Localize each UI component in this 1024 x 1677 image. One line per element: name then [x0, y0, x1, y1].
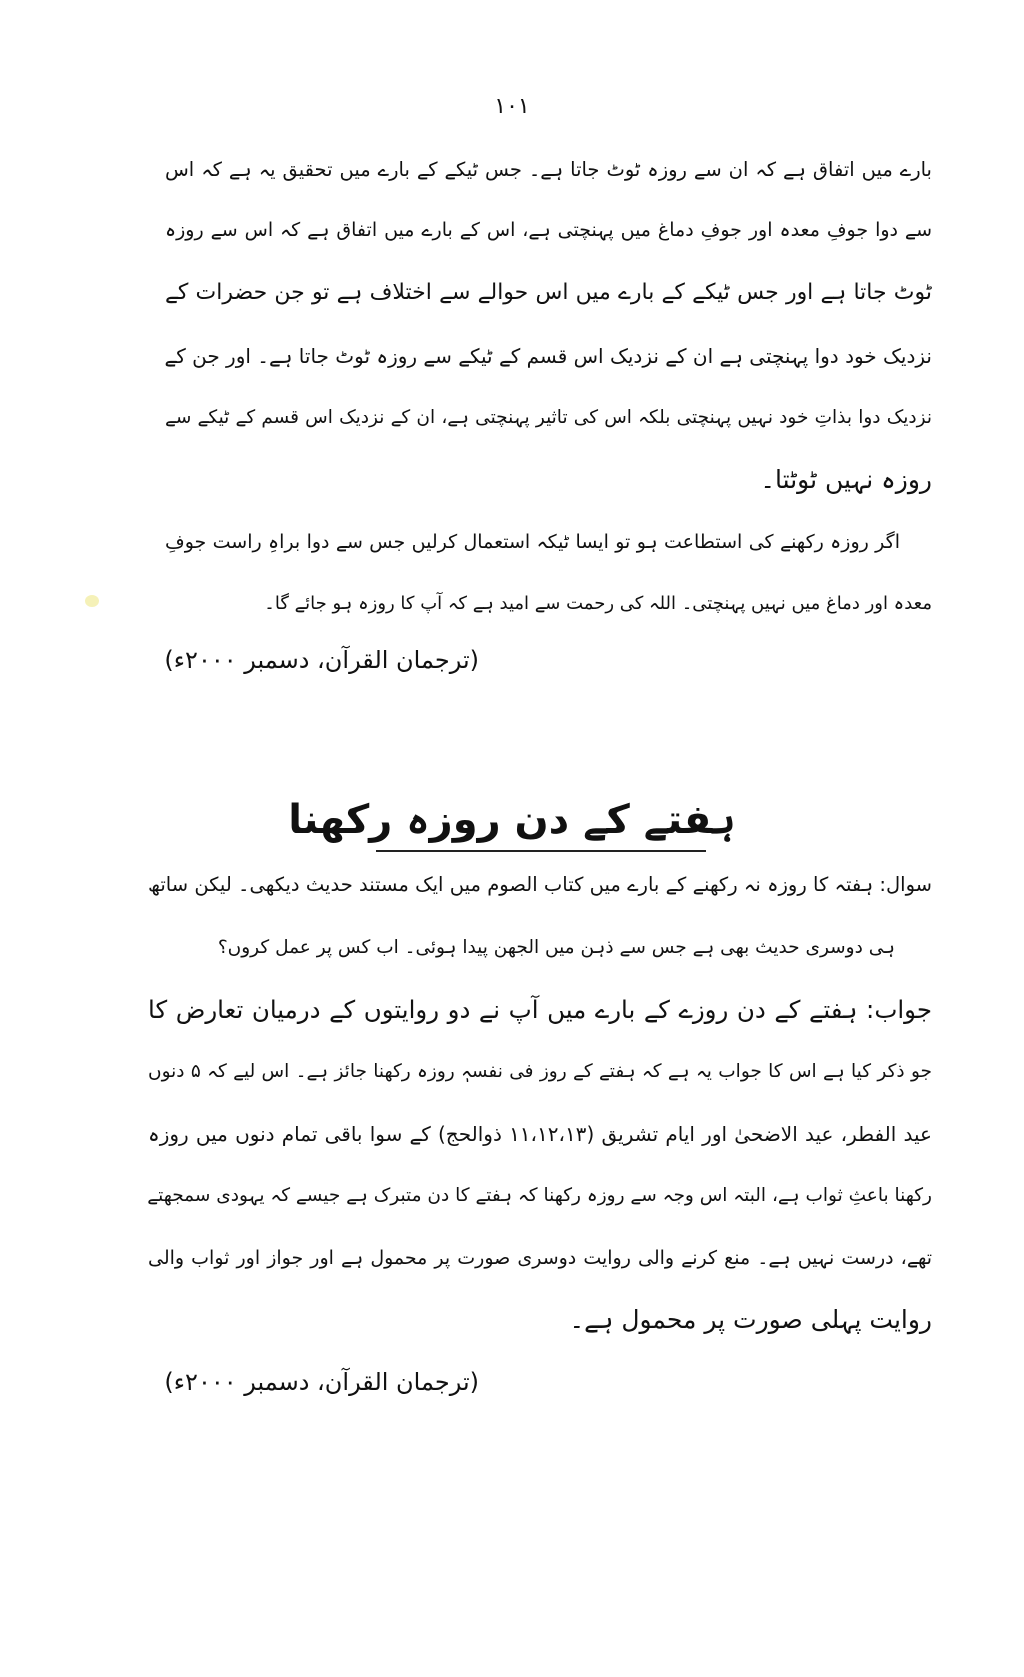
section-heading: ہفتے کے دن روزہ رکھنا — [288, 797, 736, 843]
paragraph-line: بارے میں اتفاق ہے کہ ان سے روزہ ٹوٹ جاتا ہے۔ جس ٹیکے کے بارے میں تحقیق یہ ہے کہ اس — [165, 158, 932, 181]
answer-line: عید الفطر، عید الاضحیٰ اور ایام تشریق (۱۱،۱۲،۱۳ ذوالحج) کے سوا باقی تمام دنوں میں روزہ — [148, 1122, 932, 1146]
paragraph-line: اگر روزہ رکھنے کی استطاعت ہو تو ایسا ٹیکہ استعمال کرلیں جس سے دوا براہِ راست جوفِ — [165, 531, 900, 553]
question-line: ہی دوسری حدیث بھی ہے جس سے ذہن میں الجھن پیدا ہوئی۔ اب کس پر عمل کروں؟ — [217, 937, 895, 958]
answer-line: رکھنا باعثِ ثواب ہے، البتہ اس وجہ سے روزہ رکھنا کہ ہفتے کا دن متبرک ہے جیسے کہ یہودی سمجھتے — [147, 1185, 932, 1206]
citation: (ترجمان القرآن، دسمبر ۲۰۰۰ء) — [164, 646, 479, 674]
page-smudge — [85, 595, 99, 607]
question-line: سوال: ہفتہ کا روزہ نہ رکھنے کے بارے میں کتاب الصوم میں ایک مستند حدیث دیکھی۔ لیکن ساتھ — [148, 873, 932, 896]
answer-line: روایت پہلی صورت پر محمول ہے۔ — [569, 1305, 932, 1334]
heading-underline — [376, 850, 706, 852]
paragraph-line: ٹوٹ جاتا ہے اور جس ٹیکے کے بارے میں اس حوالے سے اختلاف ہے تو جن حضرات کے — [165, 280, 932, 305]
paragraph-line: معدہ اور دماغ میں نہیں پہنچتی۔ اللہ کی رحمت سے امید ہے کہ آپ کا روزہ ہو جائے گا۔ — [264, 593, 932, 614]
paragraph-line: روزہ نہیں ٹوٹتا۔ — [760, 465, 932, 494]
paragraph-line: نزدیک دوا بذاتِ خود نہیں پہنچتی بلکہ اس کی تاثیر پہنچتی ہے، ان کے نزدیک اس قسم کے ٹیکے سے — [165, 407, 932, 428]
answer-line: تھے، درست نہیں ہے۔ منع کرنے والی روایت دوسری صورت پر محمول ہے اور جواز اور ثواب والی — [148, 1247, 932, 1269]
paragraph-line: نزدیک خود دوا پہنچتی ہے ان کے نزدیک اس قسم کے ٹیکے سے روزہ ٹوٹ جاتا ہے۔ اور جن کے — [164, 344, 932, 368]
paragraph-line: سے دوا جوفِ معدہ اور جوفِ دماغ میں پہنچتی ہے، اس کے بارے میں اتفاق ہے کہ اس سے روزہ — [165, 219, 932, 241]
citation: (ترجمان القرآن، دسمبر ۲۰۰۰ء) — [164, 1368, 479, 1396]
page-number: ١٠١ — [494, 94, 530, 119]
answer-line: جو ذکر کیا ہے اس کا جواب یہ ہے کہ ہفتے کے روز فی نفسہٖ روزہ رکھنا جائز ہے۔ اس لیے کہ ۵ دنوں — [148, 1061, 932, 1082]
answer-line: جواب: ہفتے کے دن روزے کے بارے میں آپ نے دو روایتوں کے درمیان تعارض کا — [148, 995, 932, 1024]
